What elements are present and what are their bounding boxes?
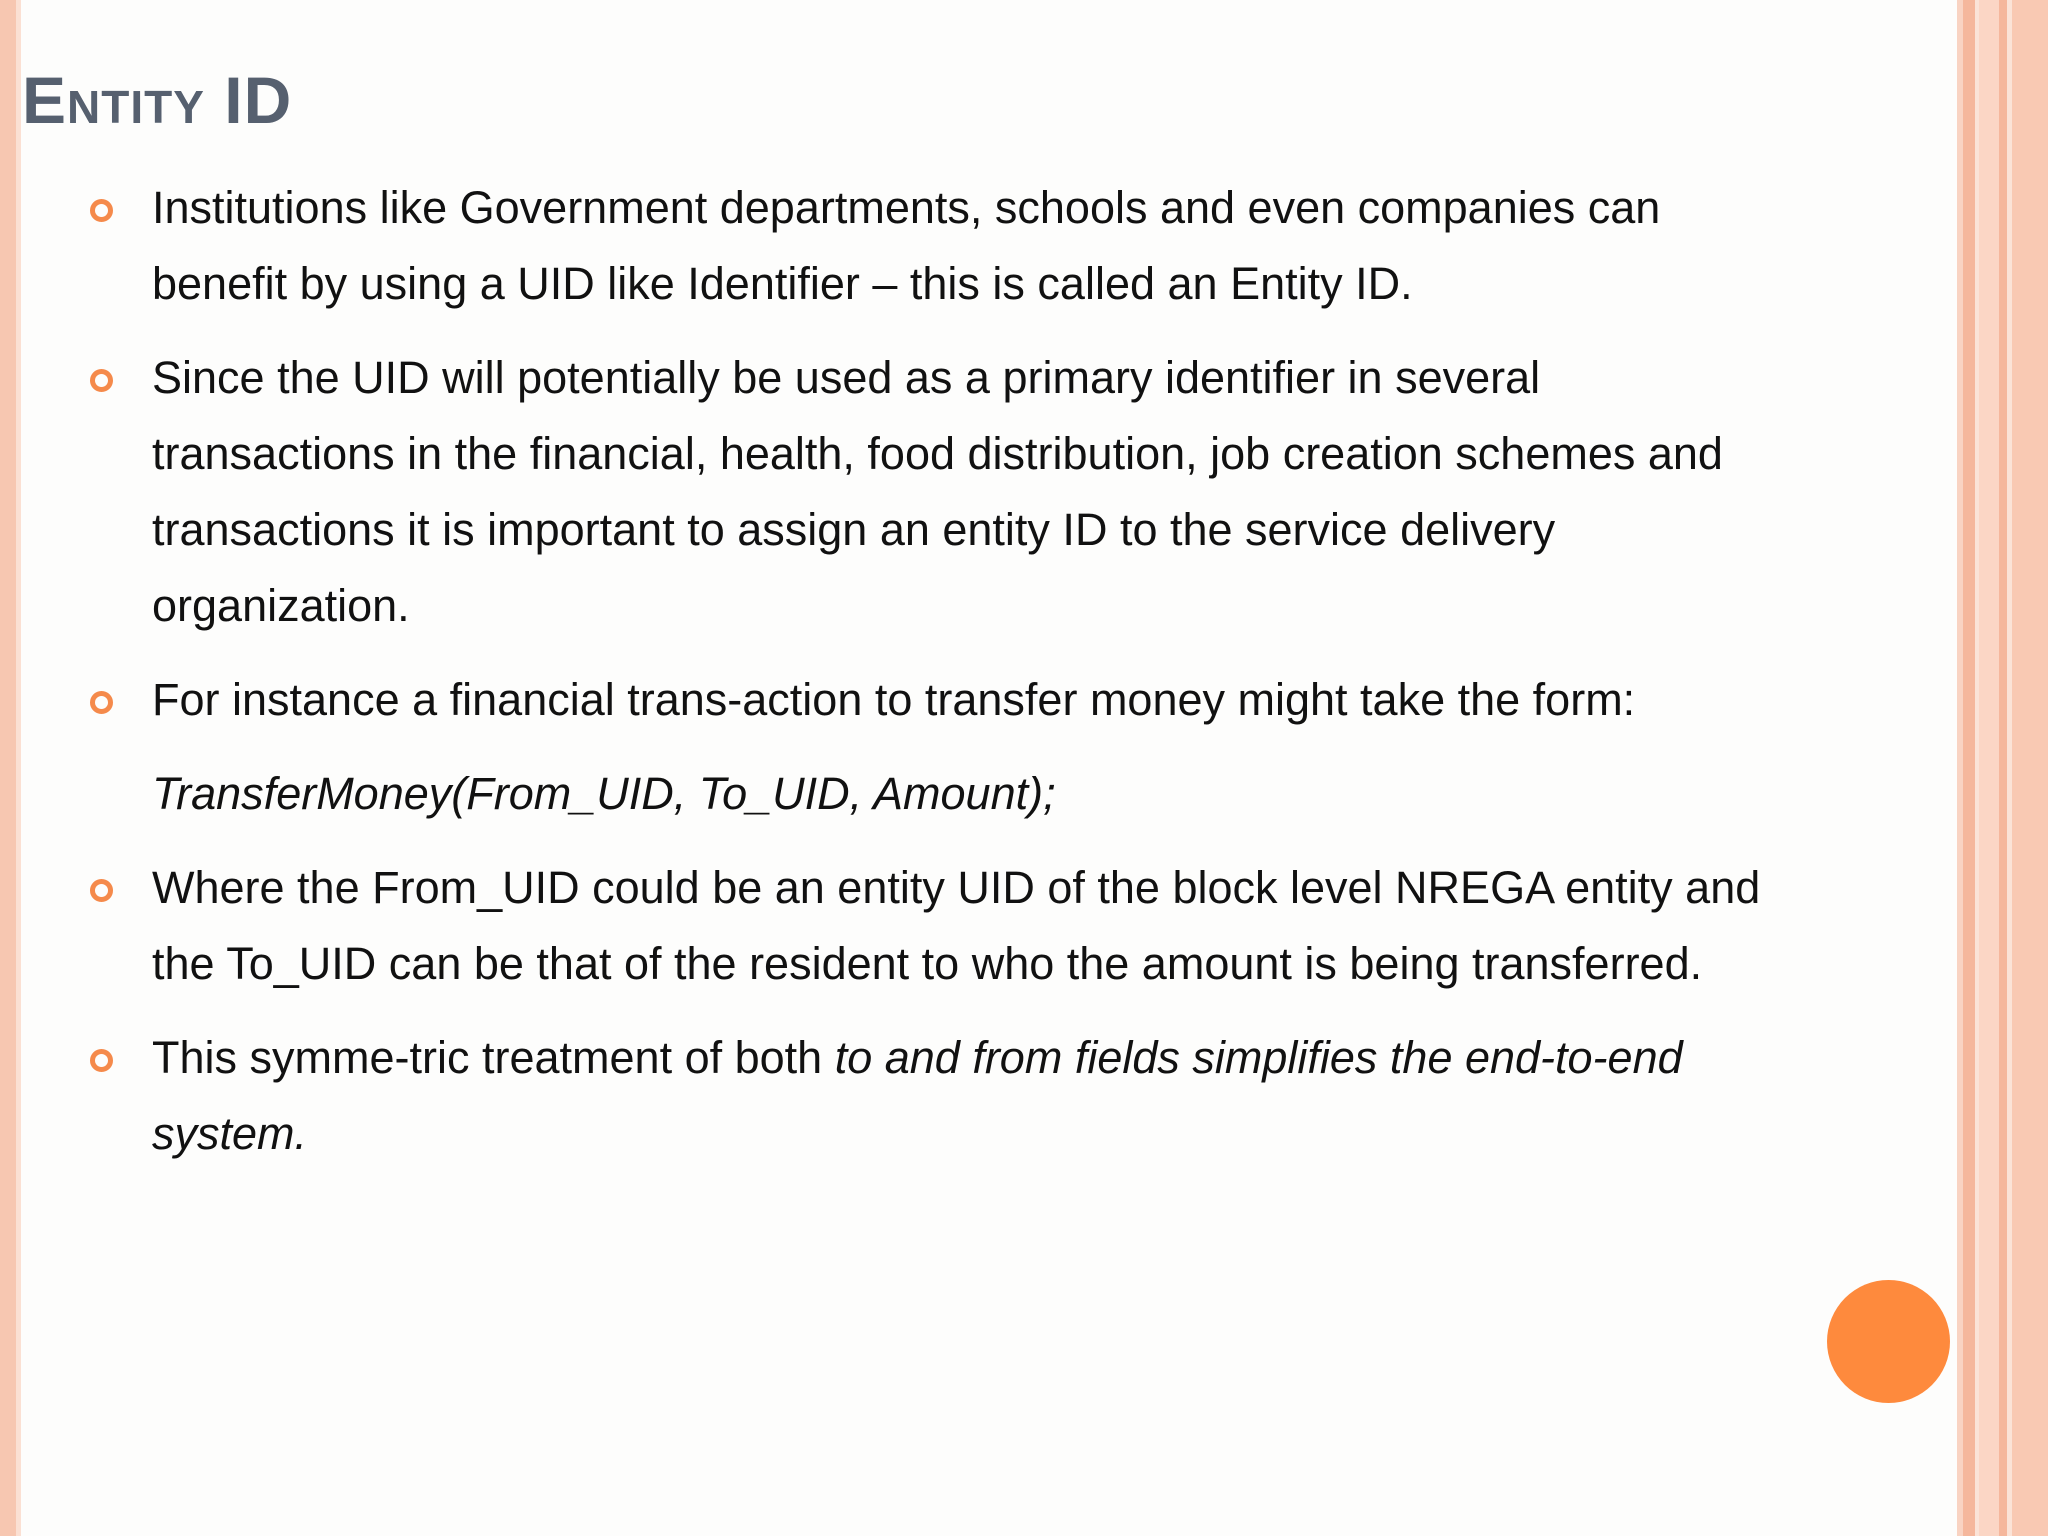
bullet-list — [82, 170, 1762, 1190]
bullet-item — [82, 850, 1762, 1002]
bullet-icon — [90, 199, 113, 222]
bullet-text: Institutions like Government departments, schools and even companies can benefit by using a UID like Identifier – this is called an Entity ID. — [152, 182, 1661, 309]
bullet-icon — [90, 1049, 113, 1072]
bullet-item — [82, 170, 1762, 322]
right-border-stripe — [1963, 0, 1975, 1536]
bullet-item — [82, 662, 1762, 738]
left-border-inner-stripe — [16, 0, 21, 1536]
bullet-text: Where the From_UID could be an entity UID of the block level NREGA entity and the To_UID can be that of the resident to who the amount is being transferred. — [152, 862, 1761, 989]
code-example: TransferMoney(From_UID, To_UID, Amount); — [152, 768, 1056, 819]
bullet-icon — [90, 879, 113, 902]
right-border-stripe — [1979, 0, 1999, 1536]
bullet-item — [82, 340, 1762, 644]
left-border-stripe — [0, 0, 16, 1536]
orange-circle-decoration — [1827, 1280, 1950, 1403]
bullet-icon — [90, 369, 113, 392]
bullet-text: For instance a financial trans-action to transfer money might take the form: — [152, 674, 1636, 725]
bullet-text: Since the UID will potentially be used as a primary identifier in several transactions in the financial, health, food distribution, job creation schemes and transactions it is important to assign an entity ID to the service delivery organization. — [152, 352, 1723, 631]
bullet-text-plain: This symme-tric treatment of both — [152, 1032, 835, 1083]
bullet-icon — [90, 691, 113, 714]
right-border-stripe — [2012, 0, 2048, 1536]
slide-title: Entity ID — [22, 63, 293, 137]
bullet-text-italic: to and from fields simplifies the end-to-end system. — [152, 1032, 1683, 1159]
right-border-stripe — [1999, 0, 2007, 1536]
bullet-item — [82, 1020, 1762, 1172]
